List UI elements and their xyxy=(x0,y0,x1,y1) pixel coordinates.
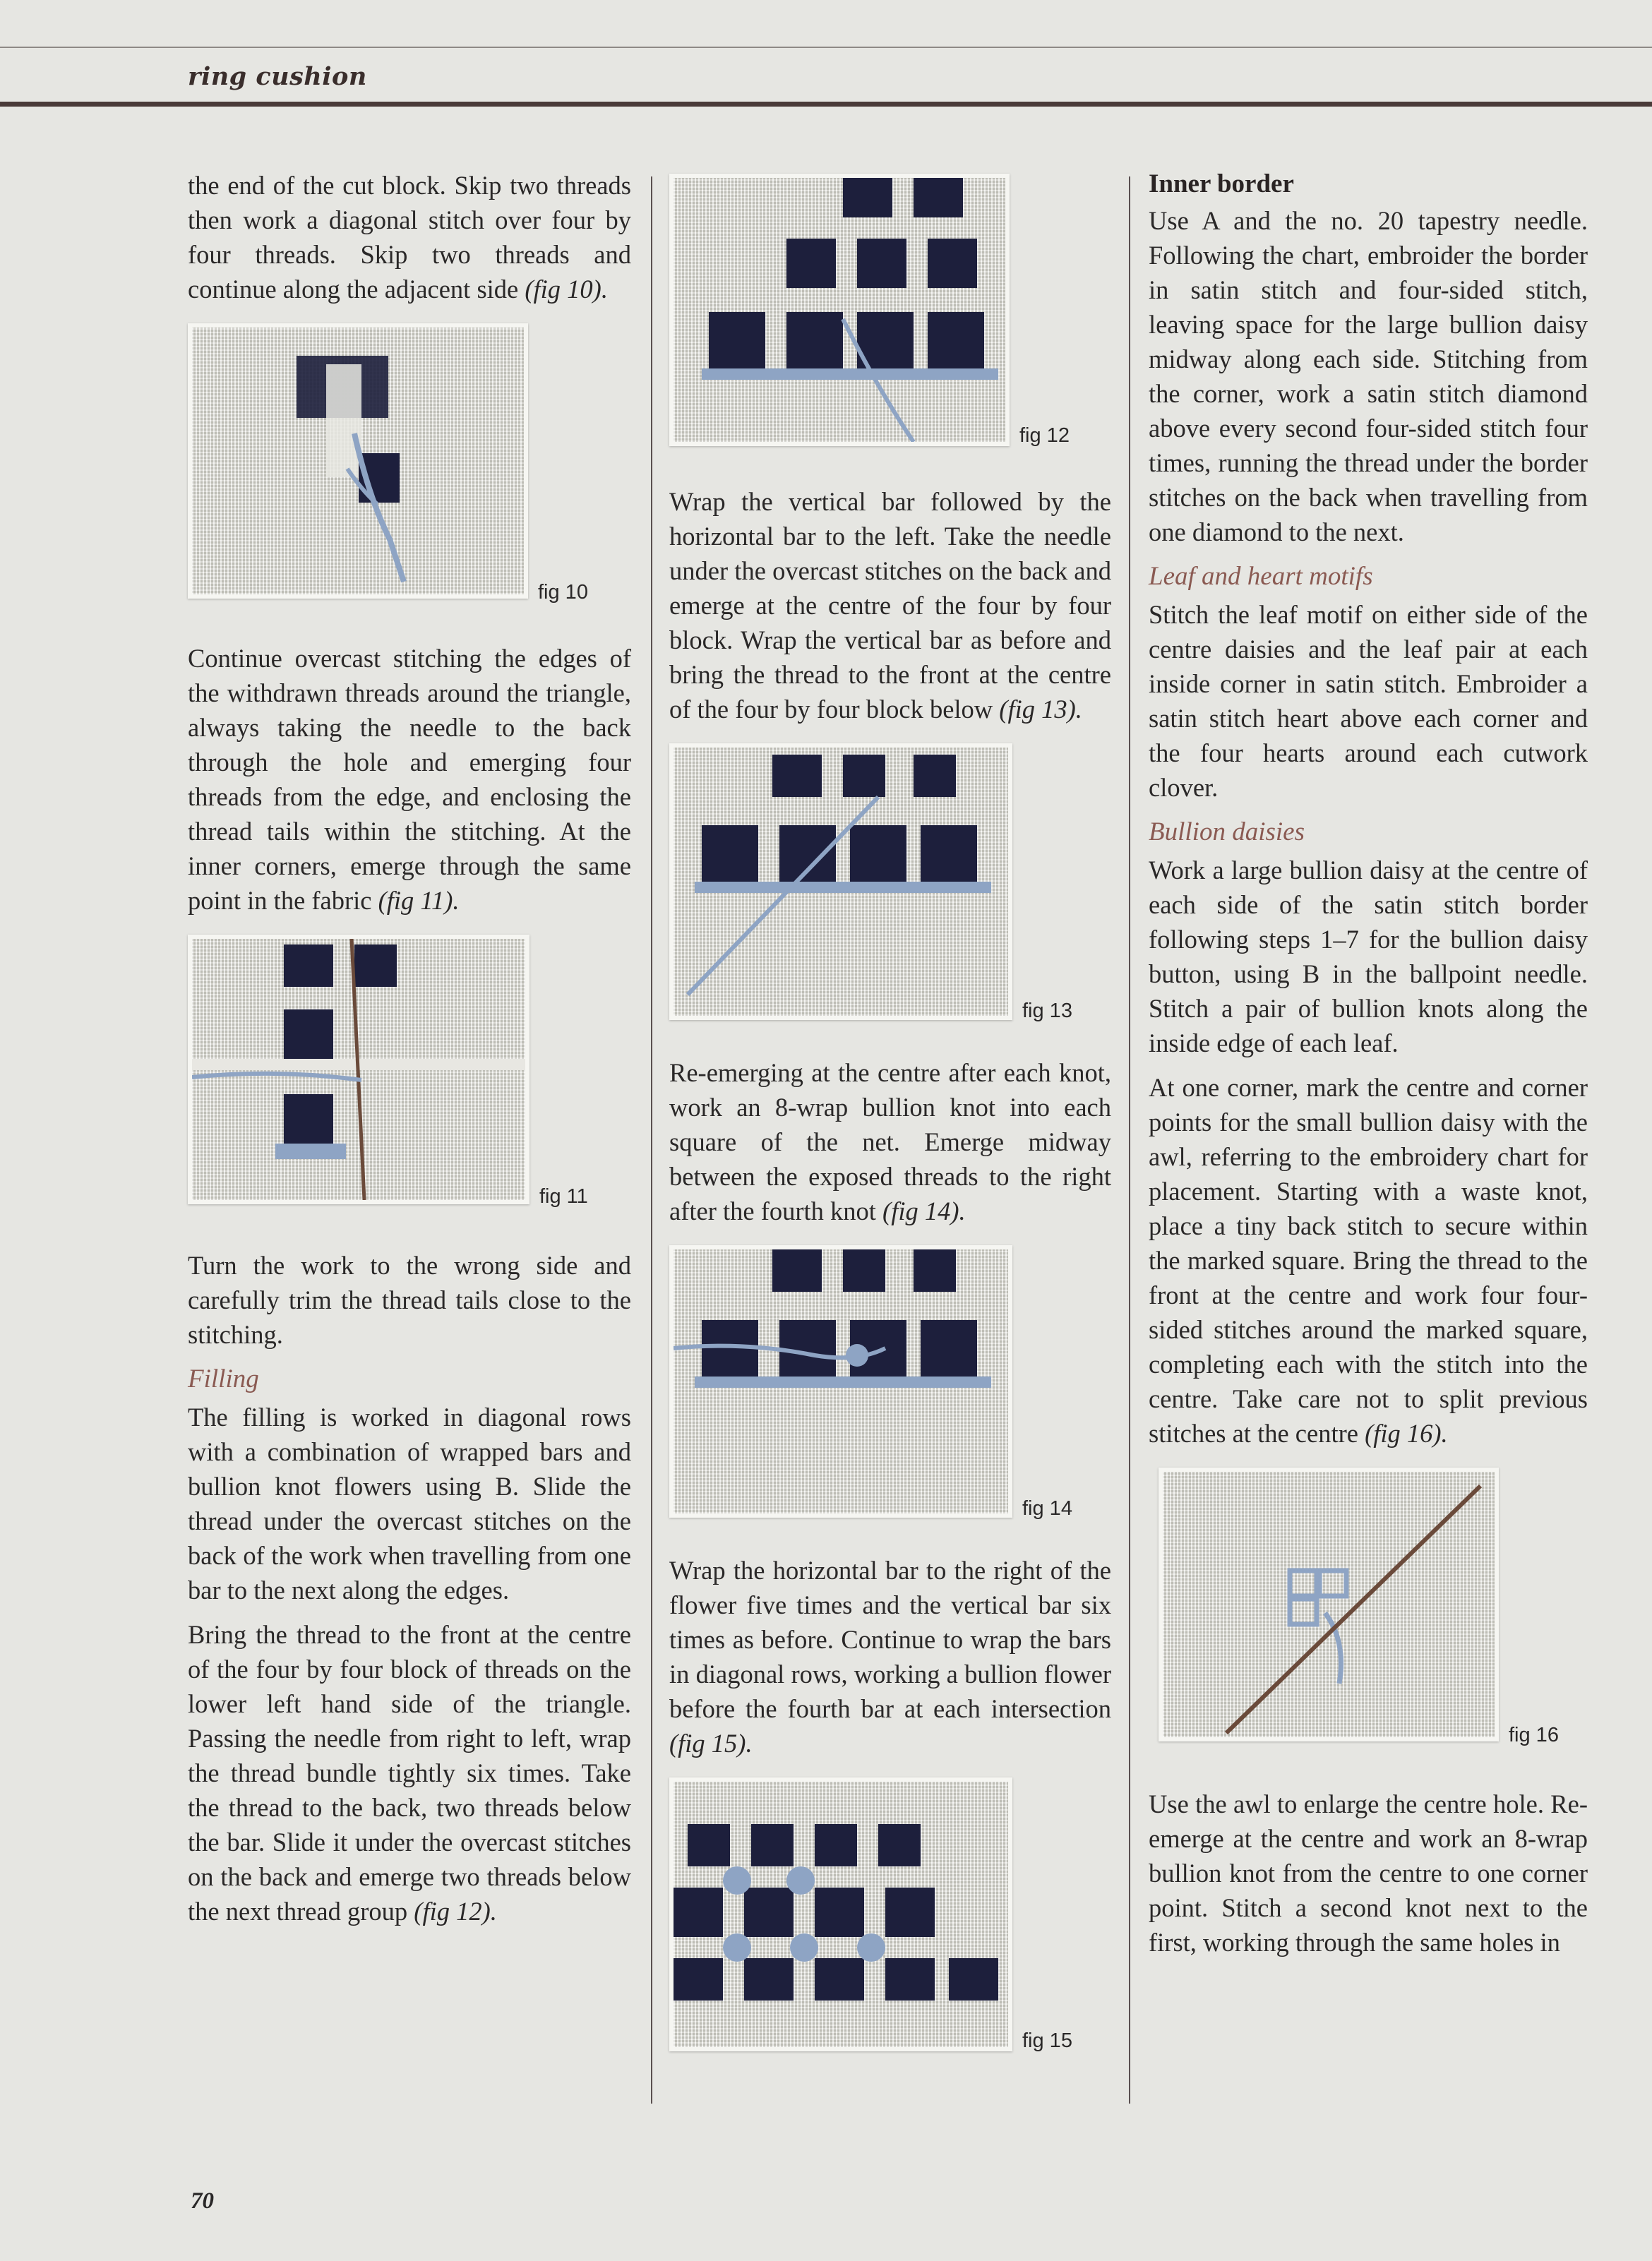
column-divider-2 xyxy=(1129,176,1130,2104)
figure-caption: fig 16 xyxy=(1509,1724,1559,1746)
figure-caption: fig 14 xyxy=(1022,1497,1072,1520)
figure-reference: (fig 14). xyxy=(882,1197,966,1225)
paragraph: Use A and the no. 20 tapestry needle. Following the chart, embroider the border in satin stitch and four-sided stitch, leaving space for the large bullion daisy midway along each side. Stitching from the corner, work a satin stitch diamond above every second four-sided stitch four times, running the thread under the border stitches on the back when travelling from one diamond to the next. xyxy=(1149,206,1588,546)
paragraph: Use the awl to enlarge the centre hole. Re-emerge at the centre and work an 8-wrap bullion knot from the centre to one corner point. Stitch a second knot next to the first, working through the same holes in xyxy=(1149,1789,1588,1957)
photo-fig-13 xyxy=(669,743,1012,1020)
figure-reference: (fig 15). xyxy=(669,1729,753,1758)
column-divider-1 xyxy=(651,176,652,2104)
figure-reference: (fig 13). xyxy=(999,695,1082,724)
figure-12 xyxy=(669,174,1111,449)
figure-caption: fig 12 xyxy=(1019,424,1070,447)
stitch-illustration xyxy=(192,328,524,594)
paragraph: Stitch the leaf motif on either side of the centre daisies and the leaf pair at each inside corner in satin stitch. Embroider a satin stitch heart above each corner and the four hearts around each cutwork clover. xyxy=(1149,600,1588,802)
figure-14 xyxy=(669,1245,1111,1522)
paragraph: Turn the work to the wrong side and carefully trim the thread tails close to the stitching. xyxy=(188,1251,631,1349)
figure-caption: fig 13 xyxy=(1022,1000,1072,1022)
photo-fig-15 xyxy=(669,1777,1012,2051)
stitch-illustration xyxy=(674,1782,1008,2047)
paragraph: The filling is worked in diagonal rows with a combination of wrapped bars and bullion knot flowers using B. Slide the thread under the overcast stitches on the back of the work when travelling from one bar to the next along the edges. xyxy=(188,1403,631,1605)
stitch-illustration xyxy=(674,178,1005,442)
photo-fig-14 xyxy=(669,1245,1012,1518)
figure-reference: (fig 11). xyxy=(378,886,460,915)
heading-inner-border: Inner border xyxy=(1149,169,1294,198)
top-hairline xyxy=(0,47,1652,48)
paragraph: Bring the thread to the front at the centre of the four by four block of threads on the lower left hand side of the triangle. Passing the needle from right to left, wrap the thread bundle tightly six times. Take the thread to the back, two threads below the bar. Slide it under the overcast stitches on the back and emerge two threads below the next thread group (fig 12). xyxy=(188,1620,631,1926)
figure-reference: (fig 16). xyxy=(1365,1419,1448,1448)
subheading-leaf-heart: Leaf and heart motifs xyxy=(1149,562,1373,591)
stitch-illustration xyxy=(192,939,525,1200)
figure-16 xyxy=(1159,1468,1588,1749)
page-number: 70 xyxy=(191,2188,214,2214)
running-head: ring cushion xyxy=(188,62,367,91)
column-1 xyxy=(188,168,631,1938)
paragraph: Work a large bullion daisy at the centre of each side of the satin stitch border following steps 1–7 for the bullion daisy button, using B in the ballpoint needle. Stitch a pair of bullion knots along the inside edge of each leaf. xyxy=(1149,856,1588,1057)
figure-15 xyxy=(669,1777,1111,2054)
paragraph: Wrap the horizontal bar to the right of the flower five times and the vertical bar six times as before. Continue to wrap the bars in diagonal rows, working a bullion flower before the fourth bar at each intersection (fig 15). xyxy=(669,1556,1111,1758)
figure-13 xyxy=(669,743,1111,1024)
photo-fig-16 xyxy=(1159,1468,1499,1741)
paragraph: the end of the cut block. Skip two threads then work a diagonal stitch over four by four threads. Skip two threads and continue along the adjacent side (fig 10). xyxy=(188,171,631,304)
stitch-illustration xyxy=(674,748,1008,1016)
figure-reference: (fig 10). xyxy=(525,275,608,304)
column-3 xyxy=(1149,167,1588,1969)
figure-caption: fig 15 xyxy=(1022,2029,1072,2052)
photo-fig-10 xyxy=(188,323,528,599)
figure-caption: fig 10 xyxy=(538,581,588,604)
figure-10 xyxy=(188,323,631,606)
photo-fig-11 xyxy=(188,935,529,1204)
photo-fig-12 xyxy=(669,174,1010,446)
figure-caption: fig 11 xyxy=(539,1185,588,1208)
stitch-illustration xyxy=(674,1249,1008,1513)
paragraph: Continue overcast stitching the edges of the withdrawn threads around the triangle, always taking the needle to the back through the hole and emerging four threads from the edge, and enclosing the thread tails within the stitching. At the inner corners, emerge through the same point in the fabric (fig 11). xyxy=(188,644,631,915)
paragraph: Re-emerging at the centre after each knot, work an 8-wrap bullion knot into each square of the net. Emerge midway between the exposed threads to the right after the fourth knot (fig 14). xyxy=(669,1058,1111,1225)
subheading-bullion-daisies: Bullion daisies xyxy=(1149,817,1305,846)
figure-11 xyxy=(188,935,631,1210)
column-2 xyxy=(669,174,1111,2074)
figure-reference: (fig 12). xyxy=(414,1897,497,1926)
header-rule xyxy=(0,102,1652,107)
stitch-illustration xyxy=(1163,1472,1495,1737)
paragraph: At one corner, mark the centre and corner points for the small bullion daisy with the awl, referring to the embroidery chart for placement. Starting with a waste knot, place a tiny back stitch to secure within the marked square. Bring the thread to the front at the centre and work four four-sided stitches around the marked square, completing each with the stitch into the centre. Take care not to split previous stitches at the centre (fig 16). xyxy=(1149,1073,1588,1448)
subheading-filling: Filling xyxy=(188,1365,259,1393)
paragraph: Wrap the vertical bar followed by the horizontal bar to the left. Take the needle under the overcast stitches on the back and emerge at the centre of the four by four block. Wrap the vertical bar as before and bring the thread to the front at the centre of the four by four block below (fig 13). xyxy=(669,487,1111,724)
